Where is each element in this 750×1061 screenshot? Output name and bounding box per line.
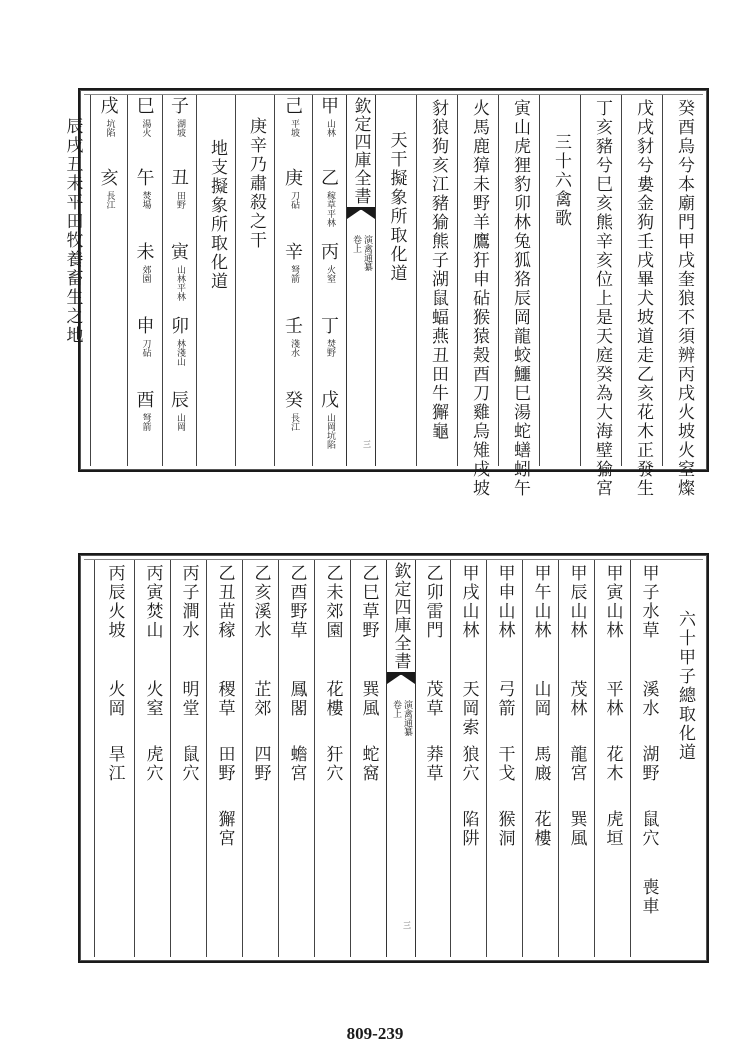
cycle-row-jiachen <box>558 560 595 957</box>
cycle-row-bingchen <box>94 560 135 957</box>
cycle-item: 茂林 <box>566 680 587 718</box>
poem-line: 戊戌豺兮婁金狗壬戌畢犬坡道走乙亥花木正發生 <box>633 99 653 498</box>
cycle-row-yiyou <box>278 560 315 957</box>
poem-line: 丁亥豬兮巳亥熊辛亥位上是天庭癸為大海壁㺄宮 <box>592 99 612 498</box>
stem-cell: 壬 淺水 <box>285 316 303 357</box>
cycle-name: 甲子水草 <box>638 564 659 640</box>
cycle-row-yichou <box>206 560 243 957</box>
poem-line: 癸酉烏兮本廟門甲戌奎狼不須辨丙戌火坡火窒燦 <box>674 99 694 498</box>
cycle-name: 乙丑苗稼 <box>214 564 235 640</box>
branch-cell: 戌 坑陷 <box>100 96 119 137</box>
cycle-item: 四野 <box>250 745 271 783</box>
cycle-item: 明堂 <box>178 680 199 718</box>
cycle-item: 芷郊 <box>250 680 271 718</box>
cycle-name: 甲辰山林 <box>566 564 587 640</box>
cycle-item: 虎穴 <box>142 745 163 783</box>
dizhi-row-3 <box>90 95 128 466</box>
leaf-number: 三 <box>363 440 371 449</box>
branch-cell: 寅 山林平林 <box>171 242 189 301</box>
cycle-row-jiazi <box>630 560 667 957</box>
page-header-gutter <box>346 95 376 466</box>
bottom-page-panel <box>78 553 709 963</box>
cycle-item: 花樓 <box>322 680 343 718</box>
page-number: 809-239 <box>346 1024 404 1043</box>
cycle-item: 莽草 <box>422 745 443 783</box>
cycle-item: 鳳閣 <box>286 680 307 718</box>
dizhi-row-1 <box>162 95 197 466</box>
branch-cell: 午 焚場 <box>136 168 155 209</box>
cycle-name: 丙辰火坡 <box>104 564 125 640</box>
cycle-item: 巽風 <box>566 810 587 848</box>
cycle-item: 弓箭 <box>494 680 515 718</box>
tiangan-title-column <box>374 95 417 466</box>
stem-cell: 丁 焚野 <box>321 316 339 357</box>
cycle-item: 溪水 <box>638 680 659 718</box>
stem-cell: 庚 刀砧 <box>285 168 303 209</box>
cycle-name: 甲寅山林 <box>602 564 623 640</box>
tiangan-summary-column <box>235 95 275 466</box>
cycle-item: 花木 <box>602 745 623 783</box>
branch-cell: 卯 林淺山 <box>171 316 189 366</box>
verse-column-3 <box>416 95 458 466</box>
cycle-name: 乙卯雷門 <box>422 564 443 640</box>
cycle-name: 丙寅焚山 <box>142 564 163 640</box>
cycle-item: 馬廄 <box>530 745 551 783</box>
collection-title: 欽定四庫全書 <box>349 97 374 210</box>
cycle-row-yisi <box>350 560 387 957</box>
branch-cell: 申 刀砧 <box>136 316 155 357</box>
stem-cell: 癸 長江 <box>285 390 303 431</box>
book-title: 演禽通纂 <box>362 235 372 271</box>
verse-line: 寅山虎狸豹卯林兔狐狢辰岡龍蛟鱷巳湯蛇蟮蚓午 <box>510 99 530 498</box>
cycle-row-bingyin <box>134 560 171 957</box>
cycle-item: 鼠穴 <box>638 810 659 848</box>
cycle-item: 猴洞 <box>494 810 515 848</box>
cycle-name: 丙子澗水 <box>178 564 199 640</box>
fish-tail-mark <box>387 672 415 684</box>
branch-cell: 子 湖坡 <box>171 96 189 137</box>
dizhi-summary-column <box>54 95 90 466</box>
cycle-name: 乙亥溪水 <box>250 564 271 640</box>
dizhi-row-2 <box>127 95 163 466</box>
cycle-item: 蟾宮 <box>286 745 307 783</box>
cycle-name: 甲申山林 <box>494 564 515 640</box>
cycle-item: 火岡 <box>104 680 125 718</box>
cycle-row-jiawu <box>522 560 559 957</box>
cycle-title-column <box>666 560 703 957</box>
cycle-item: 茂草 <box>422 680 443 718</box>
volume-label: 卷上 <box>351 235 361 253</box>
top-page-frame <box>62 94 703 498</box>
stem-cell: 己 平坡 <box>285 96 303 137</box>
book-title: 演禽通纂 <box>402 700 412 736</box>
stem-cell: 乙 稼草平林 <box>321 168 339 227</box>
volume-label: 卷上 <box>391 700 401 718</box>
cycle-name: 乙未郊園 <box>322 564 343 640</box>
branch-cell: 未 郊園 <box>136 242 155 283</box>
cycle-name: 甲午山林 <box>530 564 551 640</box>
leaf-number: 三 <box>403 921 411 930</box>
dizhi-summary: 辰戌丑未平田牧養畜生之地 <box>62 117 83 345</box>
cycle-item: 天岡索 <box>458 680 479 737</box>
cycle-item: 蛇窩 <box>358 745 379 783</box>
dizhi-title-column <box>196 95 236 466</box>
cycle-item: 龍宮 <box>566 745 587 783</box>
page-header-gutter <box>386 560 416 957</box>
tiangan-row-1 <box>312 95 347 466</box>
tiangan-row-2 <box>274 95 313 466</box>
cycle-item: 平林 <box>602 680 623 718</box>
cycle-row-yimao <box>414 560 451 957</box>
cycle-item: 干戈 <box>494 745 515 783</box>
cycle-item: 湖野 <box>638 745 659 783</box>
cycle-name: 乙酉野草 <box>286 564 307 640</box>
stem-cell: 辛 弩箭 <box>285 242 303 283</box>
branch-cell: 巳 湯火 <box>136 96 155 137</box>
cycle-item: 巽風 <box>358 680 379 718</box>
stem-cell: 戊 山岡坑陷 <box>321 390 339 449</box>
cycle-row-yiwei <box>314 560 351 957</box>
cycle-item: 山岡 <box>530 680 551 718</box>
verse-column-2 <box>457 95 499 498</box>
cycle-item: 犴穴 <box>322 745 343 783</box>
cycle-name: 乙巳草野 <box>358 564 379 640</box>
dizhi-title: 地支擬象所取化道 <box>207 139 227 291</box>
branch-cell: 丑 田野 <box>171 168 189 209</box>
cycle-row-jiaxu <box>450 560 487 957</box>
cycle-item: 田野 <box>214 745 235 783</box>
poem-column-2 <box>621 95 663 498</box>
cycle-row-bingzi <box>170 560 207 957</box>
poem-column-3 <box>580 95 622 498</box>
fish-tail-mark <box>347 207 375 219</box>
cycle-name: 甲戌山林 <box>458 564 479 640</box>
cycle-item: 喪車 <box>638 878 659 916</box>
verse-line: 火馬鹿獐未野羊鷹犴申砧猴猿㺉酉刀雞烏雉戌坡 <box>469 99 489 498</box>
cycle-row-jiashen <box>486 560 523 957</box>
cycle-item: 旱江 <box>104 745 125 783</box>
verse-column-1 <box>498 95 540 498</box>
poem-column-1 <box>662 95 704 498</box>
cycle-item: 花樓 <box>530 810 551 848</box>
tiangan-title: 天干擬象所取化道 <box>386 131 407 283</box>
branch-cell: 亥 長江 <box>100 168 119 209</box>
top-page-panel <box>62 88 709 498</box>
section-title-column <box>539 95 581 466</box>
cycle-item: 鼠穴 <box>178 745 199 783</box>
cycle-item: 虎垣 <box>602 810 623 848</box>
cycle-row-jiayin <box>594 560 631 957</box>
cycle-row-yihai <box>242 560 279 957</box>
cycle-item: 獬宮 <box>214 810 235 848</box>
section-title: 三十六禽歌 <box>551 133 571 228</box>
branch-cell: 酉 弩箭 <box>136 390 155 431</box>
collection-title: 欽定四庫全書 <box>389 562 414 675</box>
cycle-item: 稷草 <box>214 680 235 718</box>
cycle-item: 狼穴 <box>458 745 479 783</box>
verse-line: 豺狼狗亥江豬㺄熊子湖鼠蝠燕丑田牛獬龜 <box>428 99 448 441</box>
cycle-title: 六十甲子總取化道 <box>675 610 695 762</box>
stem-cell: 甲 山林 <box>321 96 339 137</box>
cycle-item: 陷阱 <box>458 810 479 848</box>
cycle-item: 火窒 <box>142 680 163 718</box>
stem-cell: 丙 火窒 <box>321 242 339 283</box>
bottom-page-frame <box>84 559 703 957</box>
tiangan-summary: 庚辛乃肅殺之干 <box>246 117 266 250</box>
branch-cell: 辰 山岡 <box>171 390 189 431</box>
